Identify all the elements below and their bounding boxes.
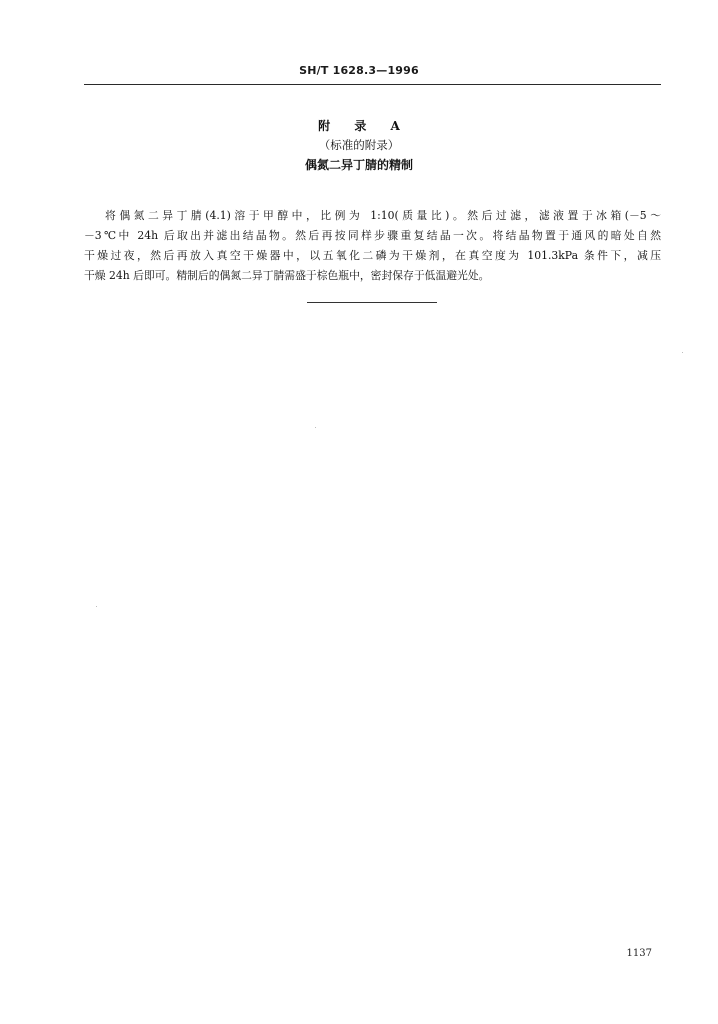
end-rule <box>307 302 437 303</box>
body-line-3: 干燥过夜，然后再放入真空干燥器中，以五氧化二磷为干燥剂，在真空度为 101.3kPa 条件下，减压 <box>84 249 661 262</box>
scan-speck <box>96 606 97 607</box>
body-paragraph <box>84 206 661 286</box>
standard-code-header: SH/T 1628.3—1996 <box>299 64 419 77</box>
body-line-2: －3℃中 24h 后取出并滤出结晶物。然后再按同样步骤重复结晶一次。将结晶物置于通风的暗处自然 <box>84 229 661 242</box>
header-rule <box>84 84 661 85</box>
scan-speck <box>315 427 316 428</box>
body-line-1: 将偶氮二异丁腈(4.1)溶于甲醇中，比例为 1:10(质量比)。然后过滤，滤液置于冰箱(－5～ <box>105 209 661 222</box>
page-number: 1137 <box>626 948 652 959</box>
scan-speck <box>682 352 683 353</box>
body-line-4: 干燥 24h 后即可。精制后的偶氮二异丁腈需盛于棕色瓶中，密封保存于低温避光处。 <box>84 269 490 282</box>
appendix-subtitle: （标准的附录） <box>318 138 400 152</box>
appendix-heading: 偶氮二异丁腈的精制 <box>304 158 413 172</box>
appendix-title: 附 录 A <box>318 119 410 133</box>
